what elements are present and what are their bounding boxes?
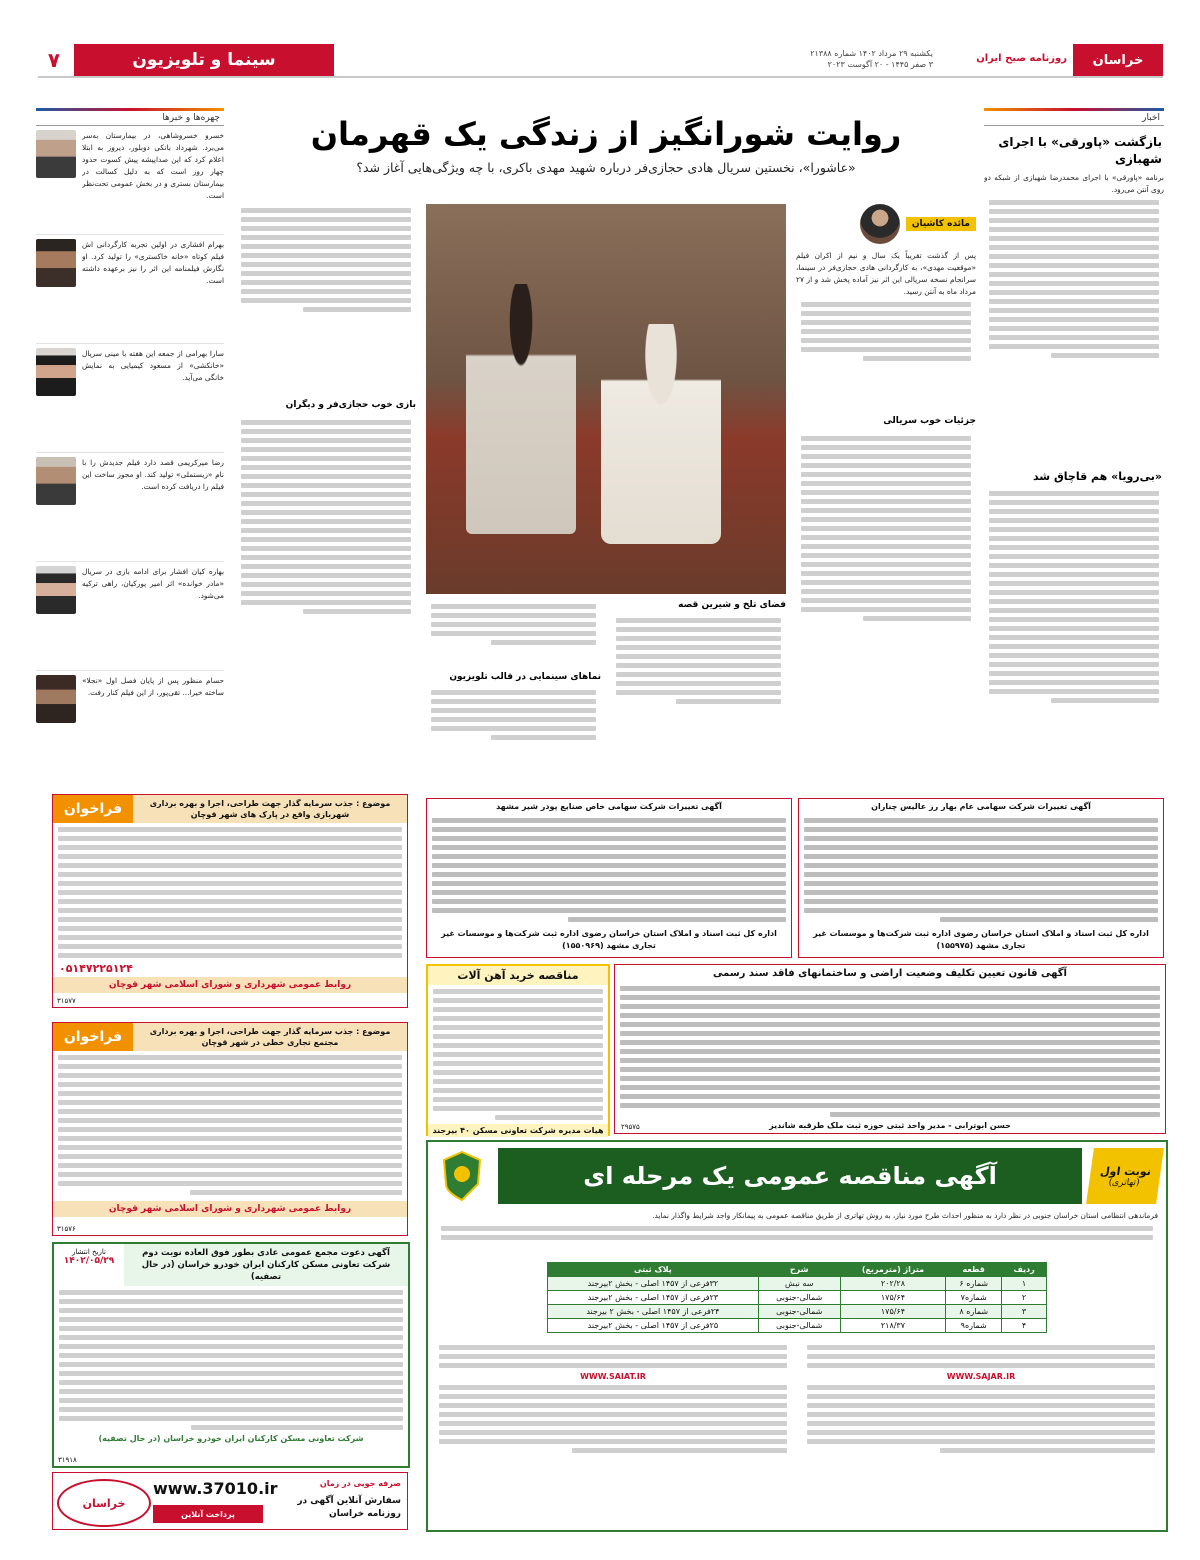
table-cell: ۲: [1002, 1291, 1047, 1305]
dateline-persian: یکشنبه ۲۹ مرداد ۱۴۰۲ شماره ۲۱۳۸۸: [810, 49, 933, 58]
dateline-other: ۳ صفر ۱۴۴۵ - ۲۰ آگوست ۲۰۲۳: [827, 60, 933, 69]
news-headline: بازگشت «پاورقی» با اجرای شهبازی: [998, 135, 1162, 166]
table-header-row: [548, 1263, 1047, 1277]
ad-title: آگهی تغییرات شرکت سهامی عام بهار رز عالیس چناران: [871, 802, 1091, 811]
ad-code: ۳۱۵۷۶: [57, 1225, 76, 1233]
body-text: [426, 600, 601, 670]
photo-figure-man: [466, 284, 576, 534]
person-item: [36, 453, 224, 562]
column-label: اخبار: [984, 111, 1164, 126]
ad-code: ۳۱۹۱۸: [58, 1456, 77, 1464]
table-cell: شماره ۸: [946, 1305, 1002, 1319]
person-item: [36, 562, 224, 671]
tender-website[interactable]: WWW.SAIAT.IR: [580, 1372, 646, 1381]
ad-date: تاریخ انتشار ۱۴۰۲/۰۵/۲۹: [63, 1248, 115, 1266]
ad-iron-tender: [426, 964, 610, 1136]
table-cell: ۱۷۵/۶۴: [840, 1305, 946, 1319]
body-text: [426, 686, 601, 766]
promo-logo: خراسان: [57, 1479, 151, 1527]
body-text: [611, 614, 786, 754]
tender-conditions: [428, 1341, 1166, 1457]
promo-text: سفارش آنلاین آگهی در روزنامه خراسان: [297, 1496, 401, 1519]
ad-footer: روابط عمومی شهرداری و شورای اسلامی شهر قوچان: [53, 977, 407, 993]
ad-footer: هیات مدیره شرکت تعاونی مسکن ۴۰ بیرجند: [428, 1124, 608, 1137]
table-cell: سه نبش: [758, 1277, 840, 1291]
body-text: [236, 204, 416, 394]
table-header-cell: پلاک ثبتی: [548, 1263, 759, 1277]
tender-intro: فرماندهی انتظامی استان خراسان جنوبی در نظر دارد به منظور احداث طرح مورد نیاز، به روش تهاتری از طریق مناقصه عمومی به پیمانکار واجد شرایط واگذار نماید.: [428, 1210, 1166, 1254]
ad-footer: شرکت تعاونی مسکن کارکنان ایران خودرو خراسان (در حال تصفیه): [98, 1434, 364, 1443]
tender-table-wrapper: [547, 1262, 1047, 1333]
table-cell: شمالی-جنوبی: [758, 1291, 840, 1305]
section-title: سینما و تلویزیون: [74, 44, 334, 76]
table-header-cell: قطعه: [946, 1263, 1002, 1277]
table-header-cell: شرح: [758, 1263, 840, 1277]
ad-public-tender: [426, 1140, 1168, 1532]
person-text: بهرام افشاری در اولین تجربه کارگردانی اش فیلم کوتاه «خانه خاکستری» را تولید کرد. او نگارش فیلمنامه این اثر را نیز برعهده داشته است.: [82, 240, 224, 285]
column-label: چهره‌ها و خبرها: [36, 111, 224, 126]
dateline: [810, 48, 933, 70]
person-item: [36, 344, 224, 453]
right-news-column: [984, 108, 1164, 768]
person-item: [36, 126, 224, 235]
feature-lead: پس از گذشت تقریباً یک سال و نیم از اکران فیلم «موقعیت مهدی»، به کارگردانی هادی حجازی‌فر در سینما، سرانجام نسخه سریالی این اثر نیز آماده پخش شد و از ۲۷ مرداد ماه به آنتن رسید.: [796, 250, 976, 410]
ad-title: موضوع : جذب سرمایه گذار جهت طراحی، اجرا و بهره برداری مجتمع تجاری خطی در شهر قوچان: [133, 1023, 407, 1051]
feature-title: روایت شورانگیز از زندگی یک قهرمان: [310, 115, 902, 153]
table-cell: ۳: [1002, 1305, 1047, 1319]
table-row: [548, 1277, 1047, 1291]
ad-title: آگهی دعوت مجمع عمومی عادی بطور فوق العاده نوبت دوم شرکت تعاونی مسکن کارکنان ایران خودرو خراسان (در حال تصفیه): [124, 1244, 408, 1286]
masthead: [38, 44, 1163, 78]
table-cell: ۱: [1002, 1277, 1047, 1291]
ad-code: ۳۱۵۷۷: [57, 997, 76, 1005]
table-cell: ۱۷۵/۶۴: [840, 1291, 946, 1305]
author-name: مائده کاشیان: [906, 217, 976, 231]
feature-subtitle: «عاشورا»، نخستین سریال هادی حجازی‌فر درباره شهید مهدی باکری، با چه ویژگی‌هایی آغاز شد؟: [356, 160, 856, 175]
person-text: خسرو خسروشاهی، در بیمارستان به‌سر می‌برد. شهرداد بانکی دوبلور، دیروز به ابتلا اعلام کرد که این صداپیشه پیش کسوت حدود چهار روز است که به دلیل کسالت در بیمارستان بستری و در بخش عمومی تحت‌نظر است.: [82, 131, 224, 200]
body-text: [796, 432, 976, 732]
ad-footer: روابط عمومی شهرداری و شورای اسلامی شهر قوچان: [53, 1201, 407, 1217]
table-cell: ۲۳فرعی از ۱۴۵۷ اصلی - بخش ۲بیرجند: [548, 1291, 759, 1305]
person-photo: [36, 239, 76, 287]
subheading: بازی خوب حجازی‌فر و دیگران: [285, 400, 416, 410]
person-item: [36, 671, 224, 759]
person-text: بهاره کیان افشار برای ادامه بازی در سریال «مادر خوانده» اثر امیر پورکیان، راهی ترکیه می‌شود.: [82, 567, 224, 600]
table-header-cell: متراژ (مترمربع): [840, 1263, 946, 1277]
person-text: حسام منظور پس از پایان فصل اول «نجلا» ساخته خیرا... تقی‌پور، از این فیلم کنار رفت.: [82, 676, 224, 697]
ad-footer: اداره کل ثبت اسناد و املاک استان خراسان رضوی اداره ثبت شرکت‌ها و موسسات غیر تجاری مشهد (۱۵۵۰۹۶۹): [441, 929, 777, 950]
news-body: برنامه «پاورقی» با اجرای محمدرضا شهبازی از شبکه دو روی آنتن می‌رود.: [984, 172, 1164, 462]
table-row: [548, 1319, 1047, 1333]
ad-title: مناقصه خرید آهن آلات: [428, 966, 608, 985]
promo-tag: پرداخت آنلاین: [153, 1505, 263, 1523]
table-cell: ۲۴فرعی از ۱۴۵۷ اصلی - بخش ۲ بیرجند: [548, 1305, 759, 1319]
table-cell: شمالی-جنوبی: [758, 1319, 840, 1333]
table-cell: ۴: [1002, 1319, 1047, 1333]
table-row: [548, 1305, 1047, 1319]
left-people-column: [36, 108, 224, 768]
tender-title: آگهی مناقصه عمومی یک مرحله ای: [498, 1148, 1082, 1204]
ad-badge: فراخوان: [53, 1023, 133, 1051]
feature-col-1: [796, 204, 976, 764]
table-cell: ۲۵فرعی از ۱۴۵۷ اصلی - بخش ۲بیرجند: [548, 1319, 759, 1333]
person-photo: [36, 348, 76, 396]
ad-footer: حسن ابوترابی - مدیر واحد ثبتی حوزه ثبت ملک طرقبه شاندیز: [769, 1121, 1011, 1130]
ad-faraakhaan-2: [52, 1022, 408, 1236]
subheading: فضای تلخ و شیرین قصه: [678, 600, 786, 610]
tender-col-left: [802, 1341, 1160, 1457]
feature-col-3: [426, 600, 601, 760]
promo-badge: صرفه جویی در زمان: [319, 1479, 401, 1488]
body-text: [236, 416, 416, 756]
news-headline: «بی‌رویا» هم قاچاق شد: [1032, 470, 1162, 483]
table-cell: ۲۰۲/۲۸: [840, 1277, 946, 1291]
subheading: جزئیات خوب سریالی: [883, 416, 976, 426]
person-photo: [36, 457, 76, 505]
person-text: رضا میرکریمی قصد دارد فیلم جدیدش را با نام «زیستملی» تولید کند. او مجوز ساخت این فیلم را دریافت کرده است.: [82, 458, 224, 491]
feature-photo: [426, 204, 786, 594]
ad-title: آگهی قانون تعیین تکلیف وضعیت اراضی و ساختمانهای فاقد سند رسمی: [713, 968, 1067, 979]
news-body: [984, 487, 1164, 787]
person-photo: [36, 130, 76, 178]
ad-change-2: [426, 798, 792, 958]
table-cell: شماره ۶: [946, 1277, 1002, 1291]
ad-faraakhaan-1: [52, 794, 408, 1008]
table-cell: شماره۹: [946, 1319, 1002, 1333]
ad-coop-meeting: [52, 1242, 410, 1468]
feature-col-2: [611, 600, 786, 760]
ad-badge: فراخوان: [53, 795, 133, 823]
table-header-cell: ردیف: [1002, 1263, 1047, 1277]
ad-change-1: [798, 798, 1164, 958]
ad-promo-banner: [52, 1472, 408, 1530]
person-photo: [36, 675, 76, 723]
tender-round-badge: نوبت اول (تهاتری): [1086, 1148, 1164, 1204]
ad-land-law: [614, 964, 1166, 1134]
brand-subtitle: روزنامه صبح ایران: [976, 53, 1067, 64]
person-item: [36, 235, 224, 344]
ad-title: آگهی تغییرات شرکت سهامی خاص صنایع پودر شیر مشهد: [496, 802, 722, 811]
photo-figure-woman: [601, 324, 721, 544]
subheading: نماهای سینمایی در قالب تلویزیون: [449, 672, 601, 682]
ad-phone: ۰۵۱۴۷۲۲۵۱۲۴: [59, 962, 133, 975]
table-cell: شماره۷: [946, 1291, 1002, 1305]
feature-article: [236, 108, 976, 768]
ad-code: ۲۹۵۷۵: [621, 1123, 640, 1131]
police-emblem-icon: [434, 1148, 490, 1204]
brand-logo: خراسان: [1073, 44, 1163, 76]
page-number: ۷: [47, 48, 61, 72]
tender-table: [547, 1262, 1047, 1333]
ad-footer: اداره کل ثبت اسناد و املاک استان خراسان رضوی اداره ثبت شرکت‌ها و موسسات غیر تجاری مشهد (۱۵۵۹۷۵): [813, 929, 1149, 950]
tender-col-right: [434, 1341, 792, 1457]
feature-col-4: [236, 204, 416, 764]
table-cell: ۳۲فرعی از ۱۴۵۷ اصلی - بخش ۲بیرجند: [548, 1277, 759, 1291]
promo-url[interactable]: www.37010.ir: [153, 1479, 278, 1498]
author-avatar: [860, 204, 900, 244]
tender-website[interactable]: WWW.SAJAR.IR: [946, 1372, 1016, 1381]
person-photo: [36, 566, 76, 614]
ad-title: موضوع : جذب سرمایه گذار جهت طراحی، اجرا و بهره برداری شهربازی واقع در پارک های شهر قوچان: [133, 795, 407, 823]
table-cell: شمالی-جنوبی: [758, 1305, 840, 1319]
table-cell: ۲۱۸/۳۷: [840, 1319, 946, 1333]
table-row: [548, 1291, 1047, 1305]
person-text: سارا بهرامی از جمعه این هفته با مینی سریال «خانکشی» از مسعود کیمیایی به نمایش خانگی می‌آید.: [82, 349, 224, 382]
